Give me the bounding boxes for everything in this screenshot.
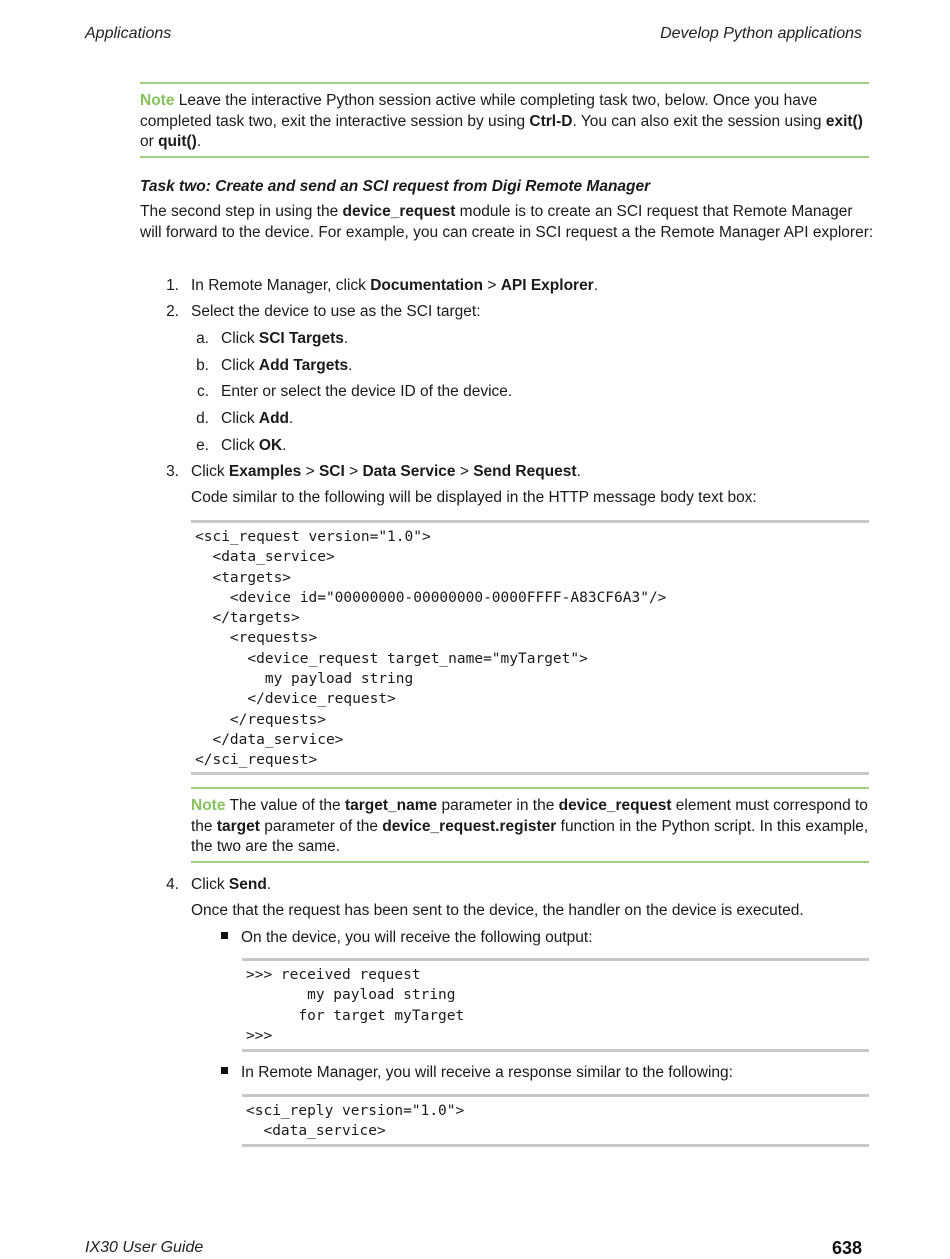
- step-text: .: [576, 463, 581, 480]
- note-bold-quit: quit(): [158, 133, 197, 150]
- note-bold-device-request: device_request: [558, 797, 672, 814]
- running-header-chapter: Develop Python applications: [660, 25, 862, 42]
- bullet-remote-manager-text: In Remote Manager, you will receive a response similar to the following:: [241, 1064, 733, 1081]
- footer-guide-title: IX30 User Guide: [85, 1239, 204, 1256]
- bullet-square: [221, 932, 228, 939]
- note-label: Note: [140, 92, 175, 109]
- note-bold-target: target: [216, 817, 260, 835]
- step-2a-text: [221, 329, 348, 350]
- step-bold-data-service: Data Service: [362, 463, 456, 480]
- step-bold-add: Add: [258, 410, 290, 427]
- step-text: >: [483, 277, 501, 294]
- bullet-device-output-text: On the device, you will receive the following output:: [241, 929, 593, 946]
- note-text: The value of the: [225, 797, 345, 814]
- step-4-text: [191, 875, 271, 896]
- note-text: Leave the interactive Python session active while completing task two, below. Once you have completed task two, exit the interactive session by using: [140, 92, 818, 130]
- intro-text: module is to create an SCI request that Remote Manager will forward to the device. For example, you can create in SCI request a the Remote Manager API explorer:: [140, 203, 874, 241]
- note-text: or: [140, 133, 159, 150]
- step-text: .: [266, 876, 272, 893]
- step-text: Click: [191, 876, 229, 893]
- step-bold-sci-targets: SCI Targets: [258, 330, 344, 347]
- step-1-text: [191, 276, 871, 297]
- step-text: .: [343, 330, 349, 347]
- step-2-text: Select the device to use as the SCI target:: [191, 303, 481, 320]
- step-3-description: Code similar to the following will be displayed in the HTTP message body text box:: [191, 489, 757, 506]
- step-text: Click: [221, 437, 259, 454]
- step-text: .: [289, 410, 294, 427]
- step-bold-api-explorer: API Explorer: [500, 277, 594, 294]
- note-text: element must correspond to the: [191, 797, 868, 835]
- step-text: .: [348, 357, 353, 374]
- task-title: Task two: Create and send an SCI request from Digi Remote Manager: [140, 178, 651, 195]
- note-text: . You can also exit the session using: [572, 112, 826, 130]
- intro-paragraph: [140, 202, 875, 243]
- step-bold-send: Send: [228, 876, 267, 893]
- step-number: 3.: [166, 463, 179, 480]
- step-text: .: [282, 437, 287, 454]
- note-label: Note: [191, 797, 226, 814]
- substep-letter: b.: [196, 357, 209, 374]
- step-bold-documentation: Documentation: [370, 277, 484, 294]
- step-bold-sci: SCI: [318, 463, 345, 480]
- code-block-sci-reply: <sci_reply version="1.0"> <data_service>: [242, 1094, 869, 1147]
- intro-bold-device-request: device_request: [342, 203, 456, 220]
- step-number: 1.: [166, 277, 179, 294]
- step-4-description: Once that the request has been sent to the device, the handler on the device is executed.: [191, 902, 804, 919]
- step-text: .: [593, 277, 599, 294]
- substep-letter: e.: [196, 437, 209, 454]
- code-block-sci-request: <sci_request version="1.0"> <data_service> <targets> <device id="00000000-00000000-0000FFFF-A83CF6A3"/> </targets> <requests> <device_request target_name="myTarget"> my payload string </device_request> </requests> </data_service> </sci_request>: [191, 520, 869, 775]
- note-text: parameter of the: [259, 817, 383, 835]
- note-box-session: [140, 82, 869, 158]
- note-text: function in the Python script. In this example, the two are the same.: [191, 817, 869, 855]
- code-block-device-output: >>> received request my payload string for target myTarget >>>: [242, 958, 869, 1052]
- substep-letter: a.: [196, 330, 209, 347]
- step-text: Click: [221, 357, 259, 374]
- step-2e-text: [221, 436, 286, 457]
- bullet-square: [221, 1067, 228, 1074]
- step-2d-text: [221, 409, 293, 430]
- intro-text: The second step in using the: [140, 203, 343, 220]
- step-text: >: [455, 463, 474, 480]
- step-3-text: [191, 462, 871, 483]
- note-bold-exit: exit(): [825, 112, 863, 130]
- step-bold-send-request: Send Request: [473, 463, 577, 480]
- substep-letter: c.: [196, 383, 209, 400]
- step-bold-ok: OK: [258, 437, 283, 454]
- note-bold-ctrl-d: Ctrl-D: [529, 112, 573, 130]
- step-number: 2.: [166, 303, 179, 320]
- note-bold-target-name: target_name: [344, 797, 438, 814]
- step-text: Click: [221, 410, 259, 427]
- step-2b-text: [221, 356, 352, 377]
- note-box-target-name: [191, 787, 869, 863]
- substep-letter: d.: [196, 410, 209, 427]
- note-bold-register: device_request.register: [382, 817, 557, 835]
- step-text: Click: [191, 463, 229, 480]
- running-header-section: Applications: [85, 25, 172, 42]
- note-text: parameter in the: [437, 797, 559, 814]
- step-text: In Remote Manager, click: [191, 277, 371, 294]
- step-text: Click: [221, 330, 259, 347]
- step-bold-add-targets: Add Targets: [258, 357, 349, 374]
- step-bold-examples: Examples: [228, 463, 302, 480]
- step-text: >: [344, 463, 363, 480]
- step-number: 4.: [166, 876, 179, 893]
- page-number: 638: [831, 1238, 862, 1258]
- note-text: .: [196, 133, 202, 150]
- step-text: >: [301, 463, 319, 480]
- step-2c-text: Enter or select the device ID of the device.: [221, 383, 513, 400]
